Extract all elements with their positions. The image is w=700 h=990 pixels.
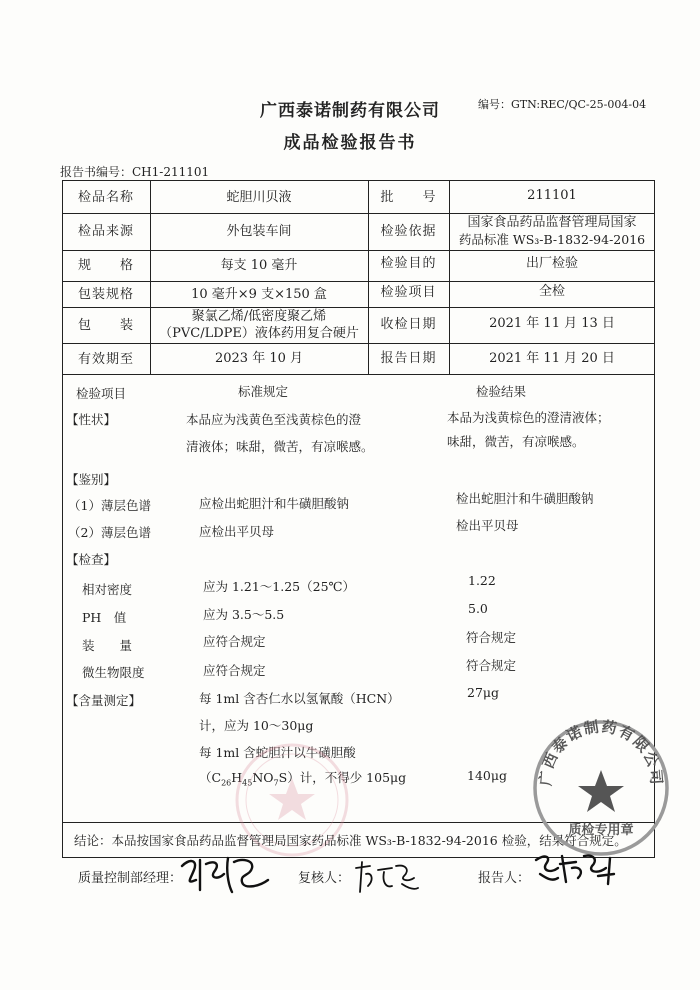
assay2-standard-2: $(C_{26}H_{45}NO_7S)$计，不得少 105μg xyxy=(199,770,407,788)
fill-volume-name: 装 量 xyxy=(82,638,133,653)
svg-text:质检专用章: 质检专用章 xyxy=(568,823,634,838)
check-heading: 【检查】 xyxy=(66,552,117,567)
quality-seal-icon xyxy=(531,718,671,858)
report-date-label: 报告日期 xyxy=(380,351,437,366)
ph-name: PH 值 xyxy=(82,610,127,625)
basis-line-2: 药品标准 WS₃-B-1832-94-2016 xyxy=(458,232,646,247)
spec-label: 规 格 xyxy=(77,258,134,273)
microbial-name: 微生物限度 xyxy=(82,665,145,680)
qc-manager-signature xyxy=(176,850,276,896)
items-value: 全检 xyxy=(538,284,565,299)
tlc1-standard: 应检出蛇胆汁和牛磺胆酸钠 xyxy=(199,496,350,511)
assay1-result: 27μg xyxy=(467,685,500,700)
microbial-standard: 应符合规定 xyxy=(203,663,266,678)
assay1-standard-1: 每 1ml 含杏仁水以氢氰酸（HCN） xyxy=(199,691,400,706)
items-label: 检验项目 xyxy=(380,285,437,300)
tlc1-result: 检出蛇胆汁和牛磺胆酸钠 xyxy=(456,491,594,506)
report-date-value: 2021 年 11 月 20 日 xyxy=(489,351,615,366)
character-heading: 【性状】 xyxy=(66,412,117,427)
document-code: 编号：GTN:REC/QC-25-004-04 xyxy=(478,98,647,111)
conclusion-text: 结论：本品按国家食品药品监督管理局国家药品标准 WS₃-B-1832-94-2016 检验，结果符合规定。 xyxy=(74,833,627,848)
qc-manager-label: 质量控制部经理： xyxy=(78,871,183,886)
product-name-label: 检品名称 xyxy=(77,190,134,205)
packaging-label: 包 装 xyxy=(77,318,134,333)
assay2-result: 140μg xyxy=(467,768,507,783)
report-number: 报告书编号：CH1-211101 xyxy=(60,165,210,179)
batch-label: 批 号 xyxy=(380,190,437,205)
svg-text:广西泰诺制药有限公司: 广西泰诺制药有限公司 xyxy=(536,718,666,787)
pack-spec-label: 包装规格 xyxy=(77,287,134,302)
packaging-line-2: （PVC/LDPE）液体药用复合硬片 xyxy=(159,326,359,341)
packaging-line-1: 聚氯乙烯/低密度聚乙烯 xyxy=(191,309,327,324)
density-result: 1.22 xyxy=(468,573,496,588)
reporter-signature xyxy=(532,848,622,888)
spec-value: 每支 10 毫升 xyxy=(220,258,298,273)
density-standard: 应为 1.21～1.25（25℃） xyxy=(203,579,356,594)
product-name-value: 蛇胆川贝液 xyxy=(226,190,292,205)
character-standard-1: 本品应为浅黄色至浅黄棕色的澄 xyxy=(186,412,362,427)
basis-label: 检验依据 xyxy=(380,224,437,239)
document-title: 成品检验报告书 xyxy=(283,133,417,153)
tlc2-name: （2）薄层色谱 xyxy=(68,525,151,540)
batch-value: 211101 xyxy=(527,188,577,203)
tlc2-result: 检出平贝母 xyxy=(456,518,519,533)
character-standard-2: 清液体；味甜，微苦，有凉喉感。 xyxy=(186,439,374,454)
table-rule xyxy=(449,180,450,374)
fill-volume-result: 符合规定 xyxy=(466,630,517,645)
table-rule xyxy=(150,180,151,374)
expiry-value: 2023 年 10 月 xyxy=(214,351,304,366)
microbial-result: 符合规定 xyxy=(466,658,517,673)
table-rule xyxy=(62,374,655,375)
assay2-standard-1: 每 1ml 含蛇胆汁以牛磺胆酸 xyxy=(199,745,356,760)
pack-spec-value: 10 毫升×9 支×150 盒 xyxy=(191,287,327,302)
fill-volume-standard: 应符合规定 xyxy=(203,634,266,649)
col-standard-header: 标准规定 xyxy=(238,384,289,399)
reporter-label: 报告人： xyxy=(478,871,531,886)
reviewer-signature xyxy=(352,858,422,898)
tlc2-standard: 应检出平贝母 xyxy=(199,524,275,539)
assay1-standard-2: 计，应为 10～30μg xyxy=(199,718,314,733)
reviewer-label: 复核人： xyxy=(298,871,351,886)
tlc1-name: （1）薄层色谱 xyxy=(68,498,151,513)
col-item-header: 检验项目 xyxy=(76,386,127,401)
assay-heading: 【含量测定】 xyxy=(66,693,142,708)
receive-date-value: 2021 年 11 月 13 日 xyxy=(489,316,615,331)
col-result-header: 检验结果 xyxy=(476,384,527,399)
ph-result: 5.0 xyxy=(468,601,488,616)
expiry-label: 有效期至 xyxy=(77,352,134,367)
character-result-1: 本品为浅黄棕色的澄清液体； xyxy=(447,410,610,425)
source-value: 外包装车间 xyxy=(226,224,292,239)
basis-line-1: 国家食品药品监督管理局国家 xyxy=(467,215,637,230)
company-name: 广西泰诺制药有限公司 xyxy=(260,101,440,121)
identification-heading: 【鉴别】 xyxy=(66,472,117,487)
receive-date-label: 收检日期 xyxy=(380,317,437,332)
purpose-label: 检验目的 xyxy=(380,256,437,271)
source-label: 检品来源 xyxy=(77,224,134,239)
character-result-2: 味甜，微苦，有凉喉感。 xyxy=(447,434,585,449)
purpose-value: 出厂检验 xyxy=(525,256,578,271)
table-rule xyxy=(368,180,369,374)
ph-standard: 应为 3.5～5.5 xyxy=(203,607,285,622)
density-name: 相对密度 xyxy=(82,582,133,597)
